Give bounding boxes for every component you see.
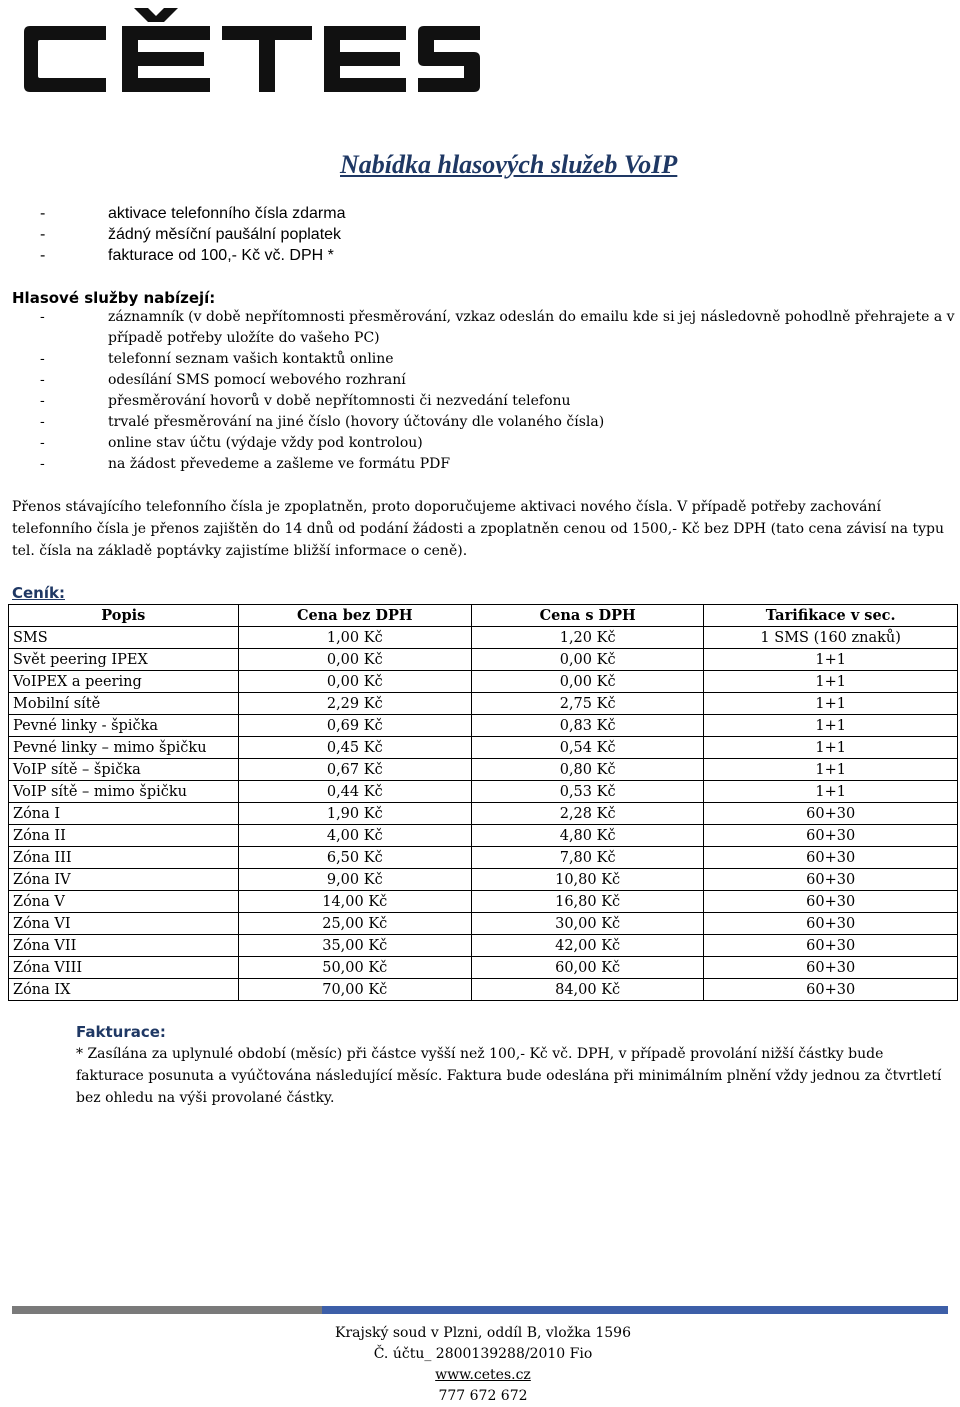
table-row	[9, 649, 958, 671]
cell-price-incl-vat: 0,00 Kč	[471, 671, 703, 693]
page-title: Nabídka hlasových služeb VoIP	[340, 150, 678, 179]
cell-price-excl-vat: 70,00 Kč	[238, 979, 471, 1001]
table-row	[9, 913, 958, 935]
price-table	[8, 604, 958, 1001]
cell-price-excl-vat: 0,45 Kč	[238, 737, 471, 759]
logo-wordmark	[14, 4, 484, 104]
cell-price-excl-vat: 0,67 Kč	[238, 759, 471, 781]
cell-price-excl-vat: 50,00 Kč	[238, 957, 471, 979]
cell-price-excl-vat: 4,00 Kč	[238, 825, 471, 847]
cell-price-excl-vat: 0,44 Kč	[238, 781, 471, 803]
table-header-row	[9, 605, 958, 627]
list-item	[40, 307, 955, 349]
list-item-text: na žádost převedeme a zašleme ve formátu PDF	[108, 456, 451, 472]
cell-price-incl-vat: 7,80 Kč	[471, 847, 703, 869]
table-row	[9, 847, 958, 869]
table-row	[9, 825, 958, 847]
cell-price-excl-vat: 6,50 Kč	[238, 847, 471, 869]
cell-description: Zóna III	[9, 847, 239, 869]
cetes-logo	[14, 4, 484, 104]
footer-bank-account: Č. účtu_ 2800139288/2010 Fio	[373, 1346, 593, 1362]
cell-price-incl-vat: 0,80 Kč	[471, 759, 703, 781]
table-row	[9, 979, 958, 1001]
cell-description: Zóna IX	[9, 979, 239, 1001]
list-item	[40, 412, 955, 433]
cell-billing-interval: 1+1	[704, 781, 958, 803]
table-row	[9, 891, 958, 913]
cell-price-incl-vat: 2,28 Kč	[471, 803, 703, 825]
list-dash: -	[40, 435, 45, 451]
list-item-text: telefonní seznam vašich kontaktů online	[108, 351, 394, 367]
list-item	[40, 349, 955, 370]
cell-billing-interval: 1+1	[704, 671, 958, 693]
list-dash: -	[40, 247, 46, 264]
column-header: Cena s DPH	[471, 605, 703, 627]
cell-price-excl-vat: 2,29 Kč	[238, 693, 471, 715]
column-header: Popis	[9, 605, 239, 627]
cell-billing-interval: 1+1	[704, 649, 958, 671]
cell-billing-interval: 60+30	[704, 803, 958, 825]
table-row	[9, 759, 958, 781]
cell-description: Zóna VI	[9, 913, 239, 935]
list-item-text: odesílání SMS pomocí webového rozhraní	[108, 372, 406, 388]
footer	[0, 1323, 960, 1407]
cell-description: VoIP sítě – špička	[9, 759, 239, 781]
cell-description: Pevné linky – mimo špičku	[9, 737, 239, 759]
cell-price-incl-vat: 0,53 Kč	[471, 781, 703, 803]
list-item-text: aktivace telefonního čísla zdarma	[108, 205, 346, 222]
cell-price-incl-vat: 0,00 Kč	[471, 649, 703, 671]
cell-price-excl-vat: 0,00 Kč	[238, 671, 471, 693]
cell-description: Mobilní sítě	[9, 693, 239, 715]
list-item	[40, 370, 955, 391]
cell-price-incl-vat: 2,75 Kč	[471, 693, 703, 715]
cell-description: VoIPEX a peering	[9, 671, 239, 693]
billing-heading: Fakturace:	[76, 1023, 166, 1041]
cell-price-incl-vat: 4,80 Kč	[471, 825, 703, 847]
cell-description: Svět peering IPEX	[9, 649, 239, 671]
billing-section	[76, 1021, 948, 1109]
list-dash: -	[40, 456, 45, 472]
cell-price-excl-vat: 1,90 Kč	[238, 803, 471, 825]
list-item	[40, 433, 955, 454]
cell-price-incl-vat: 84,00 Kč	[471, 979, 703, 1001]
table-row	[9, 693, 958, 715]
cell-price-incl-vat: 60,00 Kč	[471, 957, 703, 979]
cell-description: Zóna VII	[9, 935, 239, 957]
list-item-text: trvalé přesměrování na jiné číslo (hovory účtovány dle volaného čísla)	[108, 414, 605, 430]
price-table-body	[9, 627, 958, 1001]
footer-court-registration: Krajský soud v Plzni, oddíl B, vložka 1596	[335, 1325, 631, 1341]
cell-billing-interval: 60+30	[704, 913, 958, 935]
list-dash: -	[40, 205, 46, 222]
cell-price-excl-vat: 0,69 Kč	[238, 715, 471, 737]
list-dash: -	[40, 226, 46, 243]
list-item-text: online stav účtu (výdaje vždy pod kontrolou)	[108, 435, 423, 451]
cell-billing-interval: 60+30	[704, 957, 958, 979]
cell-billing-interval: 60+30	[704, 869, 958, 891]
footer-bar-grey	[12, 1306, 322, 1314]
cell-billing-interval: 60+30	[704, 979, 958, 1001]
list-dash: -	[40, 414, 45, 430]
cell-billing-interval: 60+30	[704, 935, 958, 957]
table-row	[9, 935, 958, 957]
cell-price-excl-vat: 0,00 Kč	[238, 649, 471, 671]
list-dash: -	[40, 393, 45, 409]
cell-price-excl-vat: 1,00 Kč	[238, 627, 471, 649]
table-row	[9, 869, 958, 891]
table-row	[9, 715, 958, 737]
column-header: Cena bez DPH	[238, 605, 471, 627]
table-row	[9, 957, 958, 979]
footer-divider	[12, 1306, 948, 1314]
cell-price-incl-vat: 30,00 Kč	[471, 913, 703, 935]
list-dash: -	[40, 351, 45, 367]
cell-description: Zóna II	[9, 825, 239, 847]
cell-billing-interval: 60+30	[704, 891, 958, 913]
cell-price-incl-vat: 42,00 Kč	[471, 935, 703, 957]
cell-price-excl-vat: 25,00 Kč	[238, 913, 471, 935]
table-row	[9, 627, 958, 649]
pricelist-heading: Ceník:	[12, 584, 65, 602]
cell-price-incl-vat: 10,80 Kč	[471, 869, 703, 891]
list-item	[40, 454, 955, 475]
cell-billing-interval: 60+30	[704, 847, 958, 869]
footer-bar-blue	[322, 1306, 948, 1314]
cell-billing-interval: 60+30	[704, 825, 958, 847]
cell-description: SMS	[9, 627, 239, 649]
cell-price-excl-vat: 35,00 Kč	[238, 935, 471, 957]
table-row	[9, 671, 958, 693]
footer-website-link[interactable]: www.cetes.cz	[435, 1367, 531, 1383]
cell-description: Zóna I	[9, 803, 239, 825]
list-item-text: záznamník (v době nepřítomnosti přesměrování, vzkaz odeslán do emailu kde si jej následovně pohodlně přehrajete a v případě potřeby uložíte do vašeho PC)	[108, 309, 955, 346]
number-transfer-paragraph: Přenos stávajícího telefonního čísla je zpoplatněn, proto doporučujeme aktivaci nového čísla. V případě potřeby zachování telefonního čísla je přenos zajištěn do 14 dnů od podání žádosti a zpoplatněn cenou od 1500,- Kč bez DPH (tato cena závisí na typu tel. čísla na základě poptávky zajistíme bližší informace o ceně).	[12, 499, 944, 559]
footer-phone: 777 672 672	[438, 1388, 528, 1404]
billing-text: * Zasílána za uplynulé období (měsíc) při částce vyšší než 100,- Kč vč. DPH, v případě provolání nižší částky bude fakturace posunuta a vyúčtována následující měsíc. Faktura bude odeslána při minimálním plnění vždy jednou za čtvrtletí bez ohledu na výši provolané částky.	[76, 1046, 942, 1106]
cell-price-incl-vat: 16,80 Kč	[471, 891, 703, 913]
cell-description: Pevné linky - špička	[9, 715, 239, 737]
cell-price-incl-vat: 1,20 Kč	[471, 627, 703, 649]
services-list	[40, 307, 955, 475]
cell-description: VoIP sítě – mimo špičku	[9, 781, 239, 803]
cell-billing-interval: 1+1	[704, 693, 958, 715]
services-heading: Hlasové služby nabízejí:	[12, 289, 216, 307]
list-item-text: žádný měsíční paušální poplatek	[108, 226, 342, 243]
list-item-text: fakturace od 100,- Kč vč. DPH *	[108, 247, 334, 264]
cell-billing-interval: 1 SMS (160 znaků)	[704, 627, 958, 649]
cell-description: Zóna IV	[9, 869, 239, 891]
list-dash: -	[40, 372, 45, 388]
list-dash: -	[40, 309, 45, 325]
cell-description: Zóna V	[9, 891, 239, 913]
list-item-text: přesměrování hovorů v době nepřítomnosti či nezvedání telefonu	[108, 393, 571, 409]
table-row	[9, 737, 958, 759]
column-header: Tarifikace v sec.	[704, 605, 958, 627]
cell-price-incl-vat: 0,54 Kč	[471, 737, 703, 759]
cell-price-incl-vat: 0,83 Kč	[471, 715, 703, 737]
cell-billing-interval: 1+1	[704, 715, 958, 737]
cell-billing-interval: 1+1	[704, 759, 958, 781]
table-row	[9, 803, 958, 825]
list-item	[40, 391, 955, 412]
cell-price-excl-vat: 9,00 Kč	[238, 869, 471, 891]
table-row	[9, 781, 958, 803]
cell-description: Zóna VIII	[9, 957, 239, 979]
cell-price-excl-vat: 14,00 Kč	[238, 891, 471, 913]
cell-billing-interval: 1+1	[704, 737, 958, 759]
